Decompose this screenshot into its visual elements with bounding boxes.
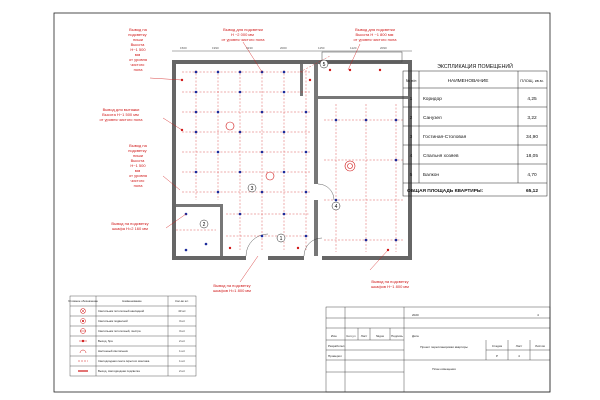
stamp-header-cell: Дата: [412, 334, 419, 338]
legend-header-name: Наименование: [122, 299, 142, 303]
svg-text:3230: 3230: [246, 46, 253, 50]
explication-row-number: 3: [409, 135, 413, 140]
explication-row-number: 5: [409, 173, 413, 178]
svg-text:2000: 2000: [280, 46, 287, 50]
legend-row-qty: 3 шт: [179, 329, 185, 333]
callout-wardrobe-2160: Вывод на подсветку шкафа Н=2 160 мм: [111, 221, 149, 231]
stamp-title-main: Проект перепланировки квартиры: [420, 345, 468, 349]
stamp-header-cell: №док: [376, 334, 384, 338]
outer-wall-bottom-right: [322, 256, 412, 260]
explication-title: ЭКСПЛИКАЦИЯ ПОМЕЩЕНИЙ: [437, 64, 513, 70]
stamp-sheet-number: 4: [537, 313, 539, 317]
explication-row-number: 4: [409, 154, 413, 159]
legend-row-name: Выход, бра: [98, 339, 113, 343]
legend-row-qty: 2 шт: [179, 339, 185, 343]
room-number-4: 4: [334, 204, 338, 210]
room-number-2: 2: [202, 222, 206, 228]
stamp-header-cell: Подпись: [391, 334, 403, 338]
legend-row-name: Светильник потолочный накладной: [98, 309, 145, 313]
explication-row-area: 3,22: [527, 116, 537, 121]
legend-row-qty: 2 шт: [179, 369, 185, 373]
room-number-1: 1: [279, 236, 283, 242]
legend-header-symbol: Условное обозначение: [68, 299, 98, 303]
explication-row-name: Санузел: [423, 116, 442, 121]
explication-row-area: 34,90: [525, 135, 539, 140]
legend-row-name: Светильник потолочный, люстра: [98, 329, 141, 333]
room-number-3: 3: [250, 186, 254, 192]
explication-row-area: 4,25: [527, 97, 537, 102]
legend-row-qty: 1 шт: [179, 359, 185, 363]
stamp-title-sheet: План освещения: [432, 367, 456, 371]
explication-row-area: 4,70: [527, 173, 537, 178]
legend-header-qty: Кол-во шт.: [175, 299, 189, 303]
explication-header-number: № п/п: [405, 78, 417, 83]
stamp-role-developer: Разработал: [328, 344, 345, 348]
explication-row-number: 2: [409, 116, 413, 121]
callout-lighting-1800: Вывод для подсветки Высота Н ~1 800 мм от уровня чистого пола: [353, 27, 397, 42]
legend-row-qty: 43 шт: [178, 309, 186, 313]
outer-wall-left: [172, 60, 176, 260]
explication-row-name: Балкон: [423, 173, 440, 178]
stamp-stage-label: Стадия: [491, 344, 503, 348]
stamp-code: 2020: [412, 313, 419, 317]
room-number-5: 5: [322, 62, 326, 68]
explication-total-value: 65,12: [525, 189, 539, 194]
stamp-role-checker: Проверил: [328, 354, 342, 358]
legend-row-name: Светильник подвесной: [98, 319, 128, 323]
stamp-sheet-value: 4: [518, 354, 520, 358]
outer-wall-bottom-left: [172, 256, 246, 260]
stamp-sheets-label: Листов: [535, 344, 545, 348]
stamp-stage-value: Р: [495, 354, 499, 358]
callout-niche-top: Вывод на подсветку ниши Высота Н~1 500 мм от уровня чистого пола: [128, 27, 147, 72]
legend-row-name: Выход, светодиодная подсветка: [98, 369, 140, 373]
explication-header-name: НАИМЕНОВАНИЕ: [447, 79, 489, 84]
svg-text:1990: 1990: [212, 46, 219, 50]
callout-wardrobes-1800-left: Вывод на подсветку шкафов Н=1 800 мм: [213, 283, 251, 293]
outer-wall-bottom-mid: [268, 256, 304, 260]
svg-text:1150: 1150: [318, 46, 325, 50]
stamp-header-cell: Лист: [360, 334, 368, 338]
explication-header-area: ПЛОЩ. кв.м.: [520, 78, 544, 83]
explication-row-name: Спальня хозяев: [423, 154, 459, 159]
stamp-header-cell: Изм.: [330, 334, 338, 338]
svg-text:1500: 1500: [180, 46, 187, 50]
callout-wardrobes-1800-right: Вывод на подсветку шкафов Н~1 800 мм: [371, 279, 409, 289]
legend-row-qty: 3 шт: [179, 319, 185, 323]
stamp-sheet-label: Лист: [515, 344, 523, 348]
callout-lighting-2000: Вывод для подсветки Н ~2 000 мм от уровня чистого пола: [221, 27, 265, 42]
legend-row-name: Светодиодная лента скрытого монтажа: [98, 359, 150, 363]
legend-row-qty: 1 шт: [179, 349, 185, 353]
svg-text:2090: 2090: [380, 46, 387, 50]
callout-niche-mid: Вывод на подсветку ниши Высота Н~1 500 мм от уровня чистого пола: [128, 143, 147, 188]
svg-text:1120: 1120: [350, 46, 357, 50]
explication-row-number: 1: [409, 97, 413, 102]
explication-row-name: Гостиная-Столовая: [423, 135, 467, 140]
callout-hood: Вывод для вытяжки Высота Н~1 500 мм от уровня чистого пола: [99, 107, 143, 122]
explication-row-name: Коридор: [423, 97, 442, 102]
legend-row-name: Настенный светильник: [98, 349, 128, 353]
stamp-header-cell: Кол.уч: [346, 334, 356, 338]
explication-row-area: 18,05: [525, 154, 539, 159]
explication-total-label: ОБЩАЯ ПЛОЩАДЬ КВАРТИРЫ:: [407, 189, 484, 194]
outer-wall-right: [408, 60, 412, 260]
